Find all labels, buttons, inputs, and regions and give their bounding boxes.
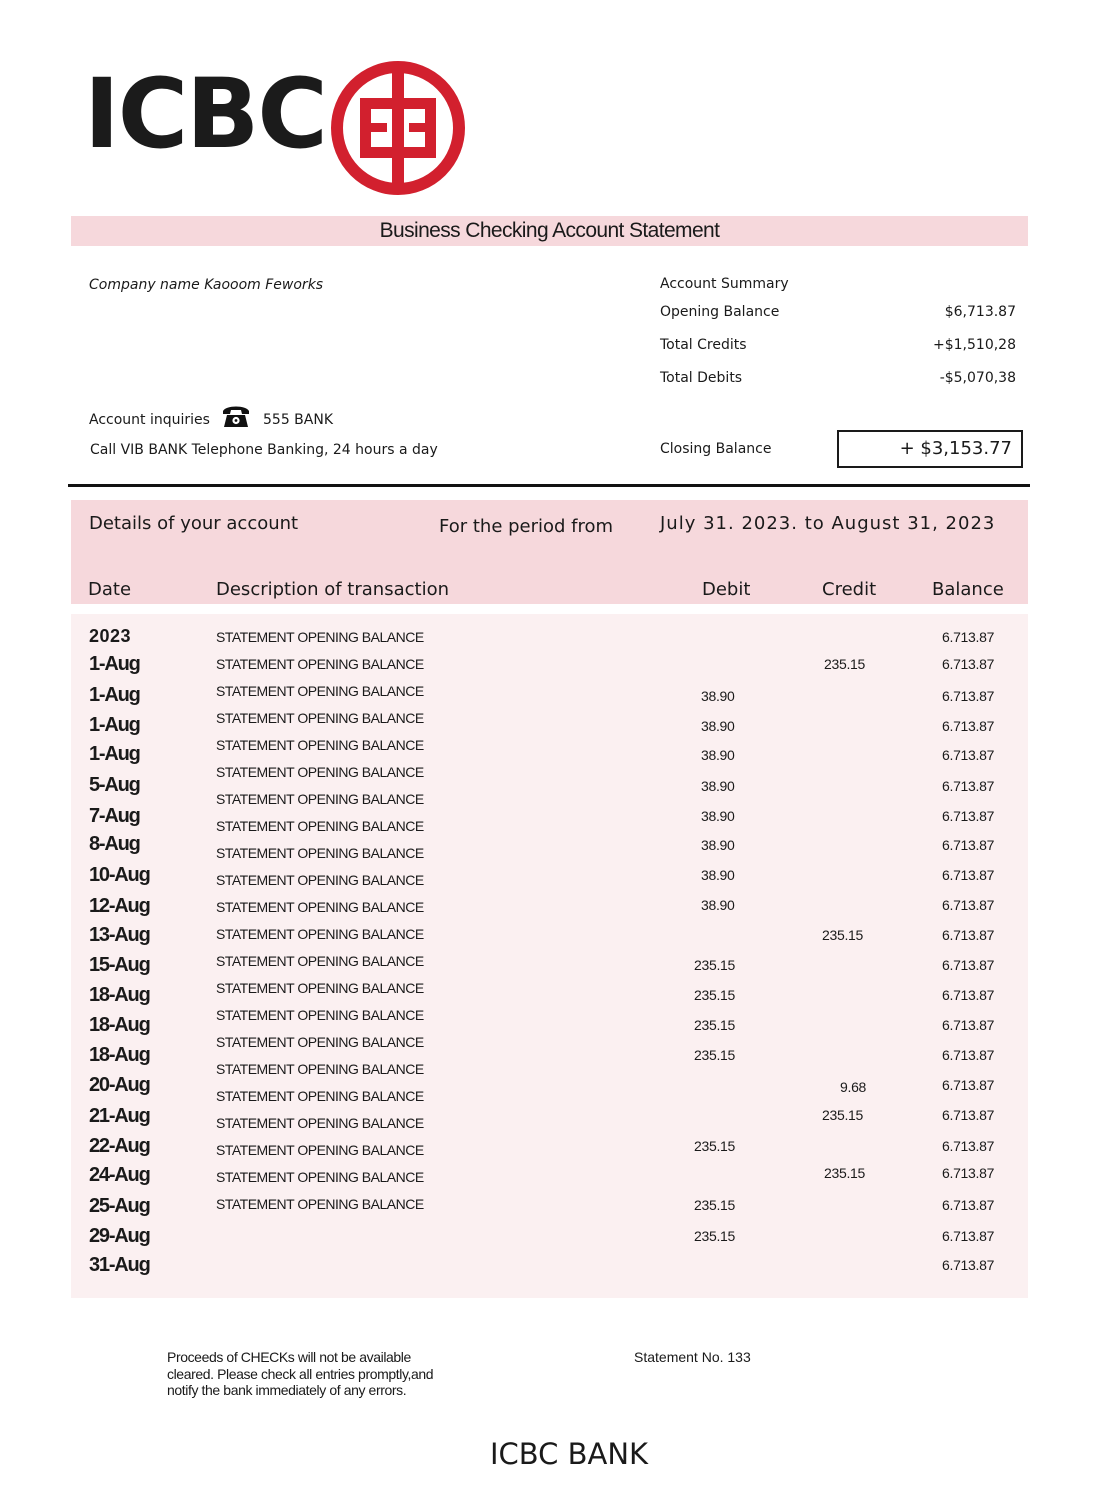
transaction-date: 31-Aug xyxy=(89,1254,150,1276)
transaction-description: STATEMENT OPENING BALANCE xyxy=(216,683,424,699)
transactions-table xyxy=(71,614,1028,1298)
summary-heading: Account Summary xyxy=(660,276,789,292)
footer-note-line: cleared. Please check all entries promptly,and xyxy=(167,1365,434,1382)
transaction-description: STATEMENT OPENING BALANCE xyxy=(216,980,424,996)
transaction-date: 1-Aug xyxy=(89,714,140,736)
transaction-debit: 38.90 xyxy=(701,897,735,913)
column-header-debit: Debit xyxy=(702,579,751,600)
column-header-credit: Credit xyxy=(822,579,877,600)
section-divider xyxy=(68,484,1030,487)
inquiries-note: Call VIB BANK Telephone Banking, 24 hours a day xyxy=(90,442,438,458)
transaction-description: STATEMENT OPENING BALANCE xyxy=(216,656,424,672)
statement-title-band xyxy=(71,216,1028,246)
transaction-date: 29-Aug xyxy=(89,1225,150,1247)
transaction-date: 22-Aug xyxy=(89,1135,150,1157)
transaction-debit: 38.90 xyxy=(701,747,735,763)
transaction-description: STATEMENT OPENING BALANCE xyxy=(216,1115,424,1131)
footer-note-line: Proceeds of CHECKs will not be available xyxy=(167,1349,411,1365)
transaction-debit: 235.15 xyxy=(694,1197,736,1213)
transaction-credit: 235.15 xyxy=(824,1165,866,1181)
total-credits-label: Total Credits xyxy=(660,337,747,353)
transaction-description: STATEMENT OPENING BALANCE xyxy=(216,845,424,861)
transaction-balance: 6.713.87 xyxy=(942,1228,995,1244)
transaction-debit: 38.90 xyxy=(701,688,735,704)
transaction-debit: 235.15 xyxy=(694,1017,736,1033)
icbc-emblem-icon xyxy=(330,60,466,196)
transaction-description: STATEMENT OPENING BALANCE xyxy=(216,1034,424,1050)
transaction-balance: 6.713.87 xyxy=(942,656,995,672)
transaction-debit: 38.90 xyxy=(701,718,735,734)
transaction-date: 8-Aug xyxy=(89,833,140,855)
period-label: For the period from xyxy=(439,516,614,537)
transaction-credit: 9.68 xyxy=(840,1079,867,1095)
statement-number: Statement No. 133 xyxy=(634,1349,751,1365)
transaction-date: 18-Aug xyxy=(89,984,150,1006)
transaction-description: STATEMENT OPENING BALANCE xyxy=(216,926,424,942)
telephone-icon xyxy=(222,404,250,428)
transaction-credit: 235.15 xyxy=(824,656,866,672)
transaction-balance: 6.713.87 xyxy=(942,778,995,794)
transaction-balance: 6.713.87 xyxy=(942,718,995,734)
closing-balance-value: + $3,153.77 xyxy=(899,438,1012,459)
transaction-date: 18-Aug xyxy=(89,1044,150,1066)
transaction-balance: 6.713.87 xyxy=(942,1165,995,1181)
transaction-balance: 6.713.87 xyxy=(942,1197,995,1213)
total-debits-value: -$5,070,38 xyxy=(939,370,1016,386)
transaction-description: STATEMENT OPENING BALANCE xyxy=(216,1169,424,1185)
transaction-balance: 6.713.87 xyxy=(942,1257,995,1273)
transaction-balance: 6.713.87 xyxy=(942,927,995,943)
column-header-date: Date xyxy=(88,579,132,600)
transaction-description: STATEMENT OPENING BALANCE xyxy=(216,1088,424,1104)
transaction-date: 21-Aug xyxy=(89,1105,150,1127)
transaction-balance: 6.713.87 xyxy=(942,1017,995,1033)
company-name: Company name Kaooom Feworks xyxy=(89,277,324,293)
transaction-description: STATEMENT OPENING BALANCE xyxy=(216,1196,424,1212)
transaction-description: STATEMENT OPENING BALANCE xyxy=(216,899,424,915)
transaction-credit: 235.15 xyxy=(822,927,864,943)
transaction-balance: 6.713.87 xyxy=(942,867,995,883)
transaction-date: 13-Aug xyxy=(89,924,150,946)
transaction-date: 1-Aug xyxy=(89,684,140,706)
transaction-balance: 6.713.87 xyxy=(942,629,995,645)
transaction-credit: 235.15 xyxy=(822,1107,864,1123)
transaction-description: STATEMENT OPENING BALANCE xyxy=(216,710,424,726)
transaction-debit: 235.15 xyxy=(694,1047,736,1063)
transaction-date: 12-Aug xyxy=(89,895,150,917)
transaction-balance: 6.713.87 xyxy=(942,1077,995,1093)
transaction-description: STATEMENT OPENING BALANCE xyxy=(216,764,424,780)
transaction-date: 15-Aug xyxy=(89,954,150,976)
transaction-debit: 235.15 xyxy=(694,957,736,973)
transaction-description: STATEMENT OPENING BALANCE xyxy=(216,737,424,753)
transaction-date: 10-Aug xyxy=(89,864,150,886)
transaction-date: 1-Aug xyxy=(89,653,140,675)
footer-note-line: notify the bank immediately of any errors. xyxy=(167,1382,407,1398)
transaction-balance: 6.713.87 xyxy=(942,987,995,1003)
transaction-balance: 6.713.87 xyxy=(942,957,995,973)
closing-balance-box xyxy=(837,430,1023,468)
transaction-date: 1-Aug xyxy=(89,743,140,765)
transaction-description: STATEMENT OPENING BALANCE xyxy=(216,872,424,888)
transaction-debit: 235.15 xyxy=(694,1138,736,1154)
transaction-description: STATEMENT OPENING BALANCE xyxy=(216,818,424,834)
transaction-debit: 38.90 xyxy=(701,867,735,883)
transaction-debit: 235.15 xyxy=(694,987,736,1003)
inquiries-number: 555 BANK xyxy=(263,412,334,428)
inquiries-label: Account inquiries xyxy=(89,412,210,428)
transaction-date: 7-Aug xyxy=(89,805,140,827)
transaction-balance: 6.713.87 xyxy=(942,1138,995,1154)
total-debits-label: Total Debits xyxy=(660,370,743,386)
period-value: July 31. 2023. to August 31, 2023 xyxy=(660,513,996,534)
transaction-description: STATEMENT OPENING BALANCE xyxy=(216,1142,424,1158)
transaction-description: STATEMENT OPENING BALANCE xyxy=(216,1061,424,1077)
transaction-debit: 38.90 xyxy=(701,778,735,794)
transaction-description: STATEMENT OPENING BALANCE xyxy=(216,953,424,969)
total-credits-value: +$1,510,28 xyxy=(933,337,1016,353)
transaction-description: STATEMENT OPENING BALANCE xyxy=(216,791,424,807)
transaction-balance: 6.713.87 xyxy=(942,747,995,763)
transaction-date: 24-Aug xyxy=(89,1164,150,1186)
column-header-balance: Balance xyxy=(932,579,1004,600)
transaction-date: 2023 xyxy=(89,626,132,646)
transaction-date: 5-Aug xyxy=(89,774,140,796)
footer-note xyxy=(167,1349,433,1399)
transaction-date: 18-Aug xyxy=(89,1014,150,1036)
logo-wordmark: ICBC xyxy=(84,58,326,170)
transaction-date: 25-Aug xyxy=(89,1195,150,1217)
transaction-balance: 6.713.87 xyxy=(942,1047,995,1063)
opening-balance-value: $6,713.87 xyxy=(944,304,1016,320)
transaction-debit: 38.90 xyxy=(701,808,735,824)
transaction-balance: 6.713.87 xyxy=(942,1107,995,1123)
transaction-date: 20-Aug xyxy=(89,1074,150,1096)
statement-title: Business Checking Account Statement xyxy=(379,219,720,242)
transaction-description: STATEMENT OPENING BALANCE xyxy=(216,1007,424,1023)
opening-balance-label: Opening Balance xyxy=(660,304,780,320)
transaction-balance: 6.713.87 xyxy=(942,808,995,824)
transaction-debit: 235.15 xyxy=(694,1228,736,1244)
transaction-balance: 6.713.87 xyxy=(942,897,995,913)
transaction-balance: 6.713.87 xyxy=(942,688,995,704)
column-header-description: Description of transaction xyxy=(216,579,449,600)
transaction-debit: 38.90 xyxy=(701,837,735,853)
footer-bank-name: ICBC BANK xyxy=(489,1437,649,1471)
transaction-balance: 6.713.87 xyxy=(942,837,995,853)
closing-balance-label: Closing Balance xyxy=(660,441,772,457)
transaction-description: STATEMENT OPENING BALANCE xyxy=(216,629,424,645)
details-title: Details of your account xyxy=(89,513,299,534)
